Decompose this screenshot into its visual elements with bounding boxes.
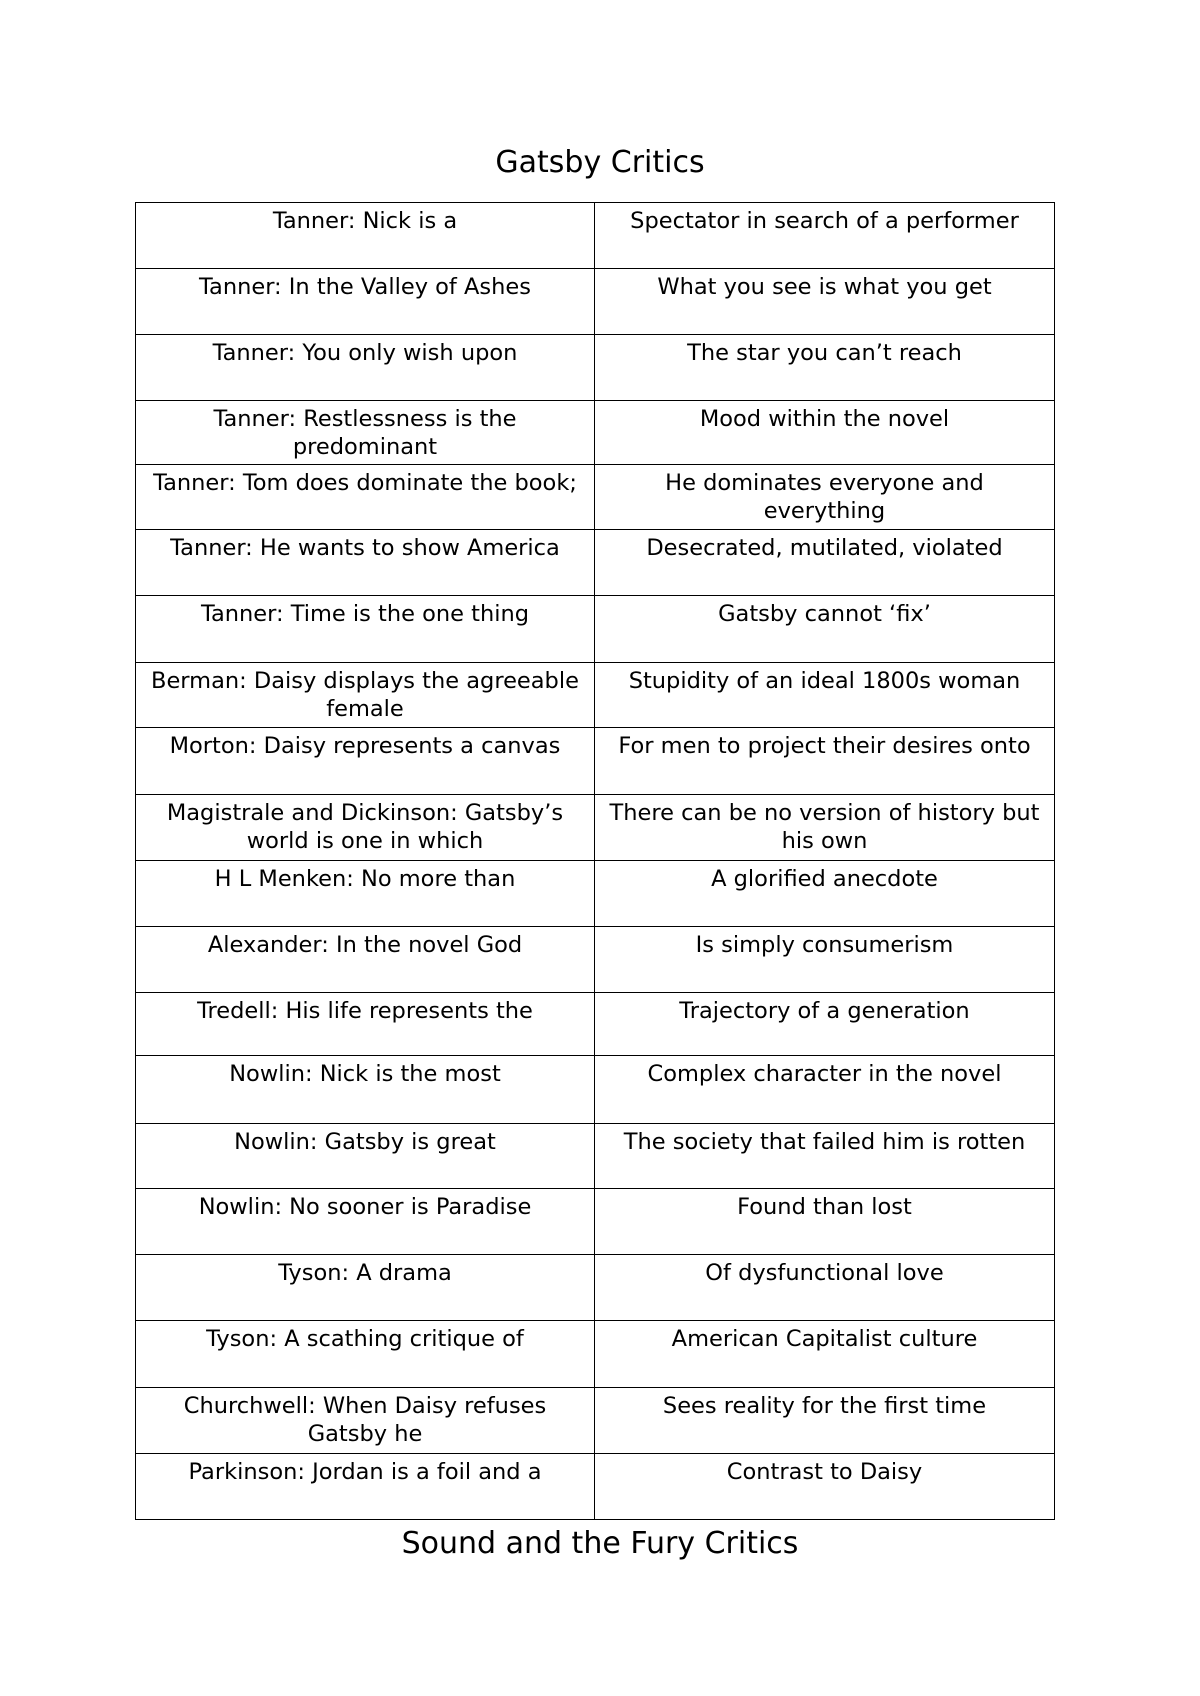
- critic-prompt-cell: Tyson: A drama: [136, 1255, 595, 1321]
- critic-answer-cell: Found than lost: [595, 1189, 1055, 1255]
- critic-prompt-cell: Tanner: Time is the one thing: [136, 596, 595, 663]
- critic-answer-cell: Gatsby cannot ‘fix’: [595, 596, 1055, 663]
- table-row: [136, 335, 1055, 401]
- critic-answer-cell: What you see is what you get: [595, 269, 1055, 335]
- critic-prompt-cell: Tyson: A scathing critique of: [136, 1321, 595, 1388]
- table-row: [136, 795, 1055, 861]
- table-row: [136, 269, 1055, 335]
- table-row: [136, 465, 1055, 530]
- critic-prompt-cell: Morton: Daisy represents a canvas: [136, 728, 595, 795]
- table-row: [136, 861, 1055, 927]
- table-row: [136, 728, 1055, 795]
- table-row: [136, 1454, 1055, 1520]
- table-row: [136, 993, 1055, 1056]
- critic-answer-cell: The society that failed him is rotten: [595, 1124, 1055, 1189]
- critic-prompt-cell: Magistrale and Dickinson: Gatsby’s world is one in which: [136, 795, 595, 861]
- critic-answer-cell: There can be no version of history but his own: [595, 795, 1055, 861]
- critic-answer-cell: A glorified anecdote: [595, 861, 1055, 927]
- critic-prompt-cell: Tanner: Restlessness is the predominant: [136, 401, 595, 465]
- critic-answer-cell: Spectator in search of a performer: [595, 203, 1055, 269]
- table-row: [136, 1388, 1055, 1454]
- critic-prompt-cell: Nowlin: Gatsby is great: [136, 1124, 595, 1189]
- critic-answer-cell: Desecrated, mutilated, violated: [595, 530, 1055, 596]
- critic-answer-cell: Complex character in the novel: [595, 1056, 1055, 1124]
- critic-answer-cell: Stupidity of an ideal 1800s woman: [595, 663, 1055, 728]
- critic-answer-cell: The star you can’t reach: [595, 335, 1055, 401]
- table-row: [136, 401, 1055, 465]
- critic-prompt-cell: H L Menken: No more than: [136, 861, 595, 927]
- table-row: [136, 1189, 1055, 1255]
- critic-prompt-cell: Tanner: He wants to show America: [136, 530, 595, 596]
- critic-prompt-cell: Nowlin: Nick is the most: [136, 1056, 595, 1124]
- critic-prompt-cell: Tredell: His life represents the: [136, 993, 595, 1056]
- critic-prompt-cell: Berman: Daisy displays the agreeable female: [136, 663, 595, 728]
- gatsby-critics-table: [135, 202, 1055, 1520]
- table-row: [136, 596, 1055, 663]
- sound-and-fury-critics-title: Sound and the Fury Critics: [401, 1526, 799, 1561]
- table-row: [136, 203, 1055, 269]
- table-row: [136, 1255, 1055, 1321]
- critic-prompt-cell: Tanner: Nick is a: [136, 203, 595, 269]
- table-row: [136, 530, 1055, 596]
- critic-answer-cell: Of dysfunctional love: [595, 1255, 1055, 1321]
- table-row: [136, 927, 1055, 993]
- critic-answer-cell: Is simply consumerism: [595, 927, 1055, 993]
- critic-prompt-cell: Nowlin: No sooner is Paradise: [136, 1189, 595, 1255]
- table-row: [136, 1056, 1055, 1124]
- table-row: [136, 663, 1055, 728]
- critic-prompt-cell: Churchwell: When Daisy refuses Gatsby he: [136, 1388, 595, 1454]
- critic-prompt-cell: Tanner: You only wish upon: [136, 335, 595, 401]
- critic-prompt-cell: Alexander: In the novel God: [136, 927, 595, 993]
- critic-answer-cell: Sees reality for the first time: [595, 1388, 1055, 1454]
- critic-prompt-cell: Parkinson: Jordan is a foil and a: [136, 1454, 595, 1520]
- critic-prompt-cell: Tanner: Tom does dominate the book;: [136, 465, 595, 530]
- critics-table-body: [136, 203, 1055, 1520]
- critic-answer-cell: Contrast to Daisy: [595, 1454, 1055, 1520]
- critic-answer-cell: Trajectory of a generation: [595, 993, 1055, 1056]
- critic-answer-cell: American Capitalist culture: [595, 1321, 1055, 1388]
- table-row: [136, 1124, 1055, 1189]
- critic-answer-cell: He dominates everyone and everything: [595, 465, 1055, 530]
- critic-answer-cell: Mood within the novel: [595, 401, 1055, 465]
- critic-prompt-cell: Tanner: In the Valley of Ashes: [136, 269, 595, 335]
- critic-answer-cell: For men to project their desires onto: [595, 728, 1055, 795]
- gatsby-critics-title: Gatsby Critics: [495, 145, 705, 180]
- table-row: [136, 1321, 1055, 1388]
